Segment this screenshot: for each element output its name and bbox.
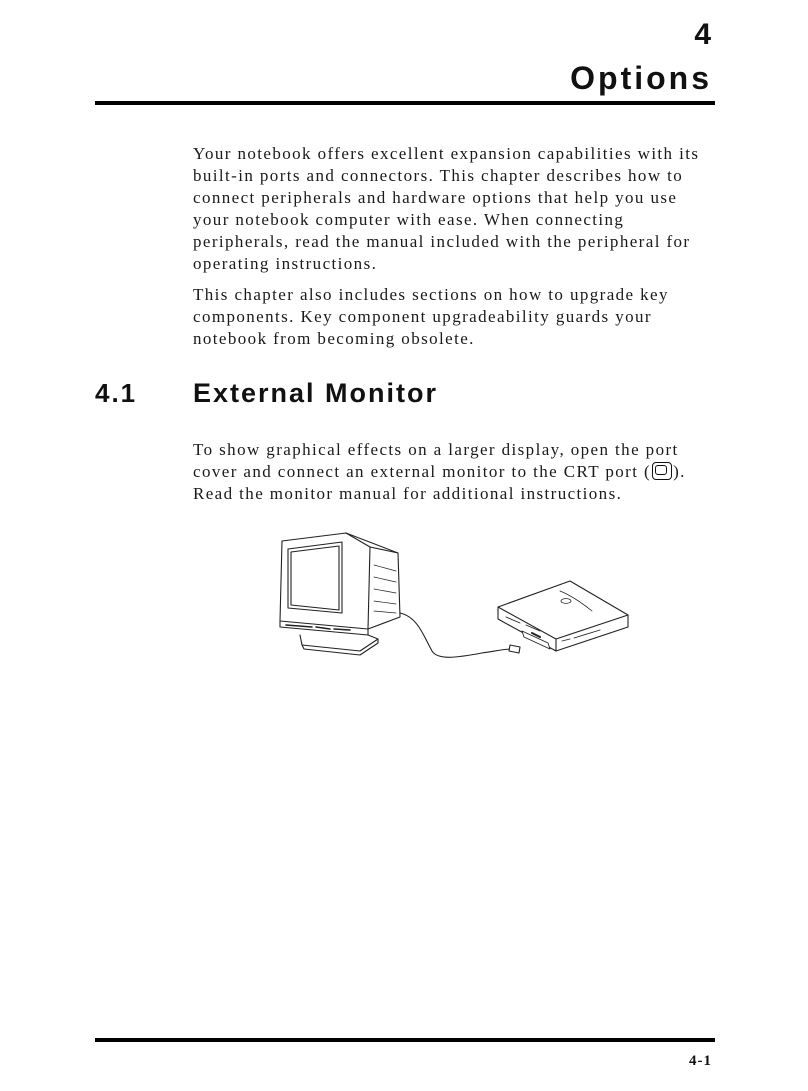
- page-number: 4-1: [689, 1053, 712, 1069]
- monitor-notebook-illustration: [270, 525, 640, 670]
- footer-rule: [95, 1038, 715, 1042]
- crt-port-icon: [652, 462, 672, 480]
- section-text-after-icon: ). Read the monitor manual for additional instructions.: [193, 462, 686, 503]
- monitor-illustration: [280, 533, 400, 655]
- section-text-before-icon: To show graphical effects on a larger display, open the port cover and connect an external monitor to the CRT port (: [193, 440, 679, 481]
- chapter-title: Options: [570, 60, 712, 96]
- chapter-number: 4: [694, 18, 712, 51]
- header-rule: [95, 101, 715, 105]
- intro-paragraph-2: This chapter also includes sections on how to upgrade key components. Key component upgradeability guards your notebook from becoming obsolete.: [193, 285, 669, 348]
- section-title: External Monitor: [193, 378, 439, 408]
- cable-illustration: [400, 613, 520, 657]
- intro-paragraph-1: Your notebook offers excellent expansion capabilities with its built-in ports and connectors. This chapter describes how to connect peripherals and hardware options that help you use your notebook computer with ease. When connecting peripherals, read the manual included with the peripheral for operating instructions.: [193, 144, 700, 273]
- notebook-illustration: [498, 581, 628, 651]
- section-number: 4.1: [95, 378, 138, 408]
- section-paragraph: [193, 439, 715, 505]
